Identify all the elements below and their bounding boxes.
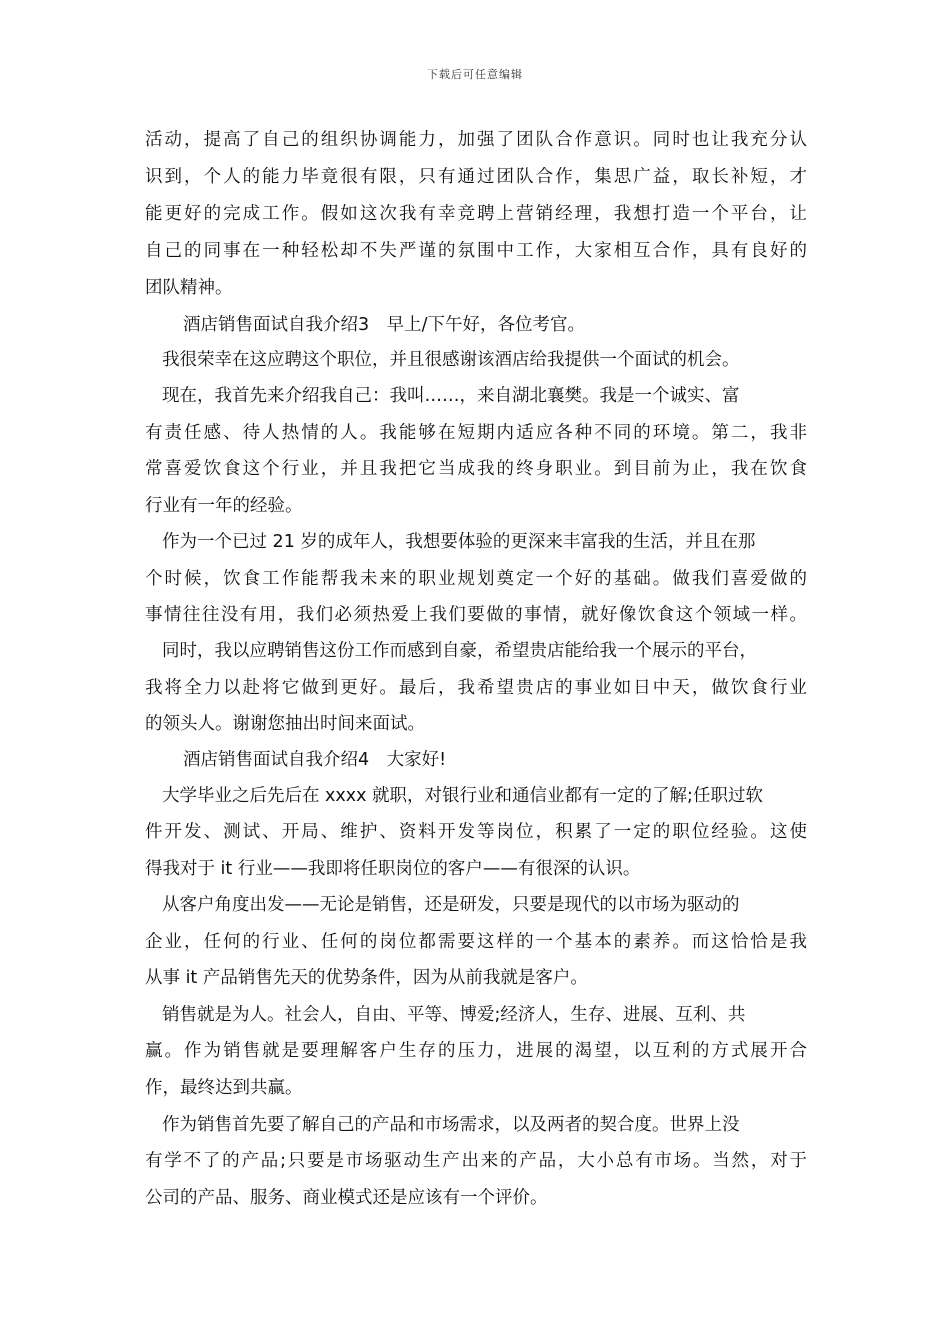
- text-line: 常喜爱饮食这个行业，并且我把它当成我的终身职业。到目前为止，我在饮食: [145, 459, 807, 479]
- text-line: 得我对于 it 行业——我即将任职岗位的客户——有很深的认识。: [145, 859, 641, 879]
- text-line: 同时，我以应聘销售这份工作而感到自豪，希望贵店能给我一个展示的平台，: [162, 641, 757, 661]
- text-line: 酒店销售面试自我介绍4 大家好!: [183, 750, 447, 770]
- text-line: 现在，我首先来介绍我自己：我叫……，来自湖北襄樊。我是一个诚实、富: [162, 386, 740, 406]
- text-line: 自己的同事在一种轻松却不失严谨的氛围中工作，大家相互合作，具有良好的: [145, 241, 807, 261]
- text-line: 识到，个人的能力毕竟很有限，只有通过团队合作，集思广益，取长补短，才: [145, 167, 807, 187]
- text-line: 从事 it 产品销售先天的优势条件，因为从前我就是客户。: [145, 968, 588, 988]
- text-line: 销售就是为人。社会人，自由、平等、博爱;经济人，生存、进展、互利、共: [162, 1005, 746, 1025]
- text-line: 有学不了的产品;只要是市场驱动生产出来的产品，大小总有市场。当然，对于: [145, 1151, 807, 1171]
- text-line: 作为一个已过 21 岁的成年人，我想要体验的更深来丰富我的生活，并且在那: [162, 532, 756, 552]
- text-line: 件开发、测试、开局、维护、资料开发等岗位，积累了一定的职位经验。这使: [145, 822, 807, 842]
- text-line: 酒店销售面试自我介绍3 早上/下午好，各位考官。: [183, 315, 586, 335]
- text-line: 有责任感、待人热情的人。我能够在短期内适应各种不同的环境。第二，我非: [145, 423, 807, 443]
- text-line: 我很荣幸在这应聘这个职位，并且很感谢该酒店给我提供一个面试的机会。: [162, 350, 740, 370]
- text-line: 赢。作为销售就是要理解客户生存的压力，进展的渴望，以互利的方式展开合: [145, 1041, 807, 1061]
- text-line: 作为销售首先要了解自己的产品和市场需求，以及两者的契合度。世界上没: [162, 1115, 740, 1135]
- text-line: 行业有一年的经验。: [145, 496, 303, 516]
- text-line: 事情往往没有用，我们必须热爱上我们要做的事情，就好像饮食这个领域一样。: [145, 605, 807, 625]
- text-line: 作，最终达到共赢。: [145, 1078, 303, 1098]
- text-line: 从客户角度出发——无论是销售，还是研发，只要是现代的以市场为驱动的: [162, 895, 740, 915]
- text-line: 企业，任何的行业、任何的岗位都需要这样的一个基本的素养。而这恰恰是我: [145, 932, 807, 952]
- page-header: 下载后可任意编辑: [427, 68, 523, 81]
- text-line: 我将全力以赴将它做到更好。最后，我希望贵店的事业如日中天，做饮食行业: [145, 678, 807, 698]
- text-line: 个时候，饮食工作能帮我未来的职业规划奠定一个好的基础。做我们喜爱做的: [145, 569, 807, 589]
- text-line: 公司的产品、服务、商业模式还是应该有一个评价。: [145, 1188, 548, 1208]
- text-line: 能更好的完成工作。假如这次我有幸竞聘上营销经理，我想打造一个平台，让: [145, 204, 807, 224]
- text-line: 团队精神。: [145, 278, 233, 298]
- text-line: 活动，提高了自己的组织协调能力，加强了团队合作意识。同时也让我充分认: [145, 130, 807, 150]
- text-line: 大学毕业之后先后在 xxxx 就职，对银行业和通信业都有一定的了解;任职过软: [162, 786, 763, 806]
- text-line: 的领头人。谢谢您抽出时间来面试。: [145, 714, 425, 734]
